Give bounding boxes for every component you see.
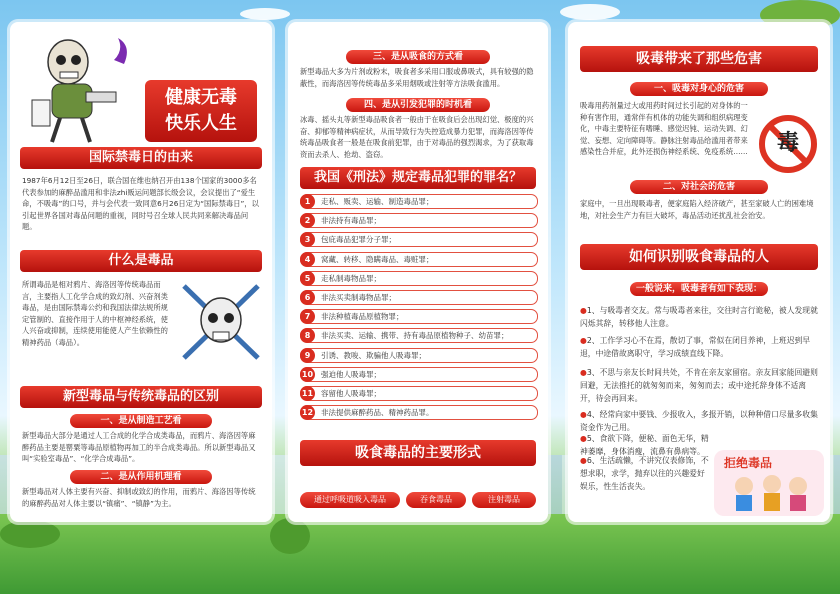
no-drug-sign-text: 毒 [776,131,799,156]
skeleton-smoker-illustration [24,30,136,146]
left-panel [10,22,272,522]
identify-sign-item [580,408,818,434]
middle-panel [288,22,548,522]
bullet-dot-icon: ● [580,434,587,443]
identify-sign-text: 2、工作学习心不在焉，散切了事，常似在闭目养神，上班迟到早退，中途借故离职守，学习成绩直线下降。 [580,336,811,358]
identify-sign-item [580,366,818,405]
crime-number: 12 [300,405,315,420]
subtitle-manufacturing: 一、是从制造工艺看 [70,414,212,428]
subtitle-mechanism: 二、是从作用机理看 [70,470,212,484]
society-text: 家庭中，一旦出现吸毒者，便家庭陷入经济破产，甚至家破人亡的困难境地，对社会生产力有巨大破坏，毒品活动还扰乱社会治安。 [580,199,814,220]
mechanism-text: 新型毒品对人体主要有兴奋、抑制或致幻的作用，而鸦片、海洛因等传统的麻醉药品对人体主要以“镇痛”、“镇静”为主。 [22,487,256,508]
crime-label: 非法持有毒品罪； [321,216,381,226]
body-mind-text: 吸毒用药剂量过大或用药时间过长引起的对身体的一种有害作用，通常伴有机体的功能失调和组织病理变化，中毒主要特征有嗜睡、感觉迟钝、运动失调、幻觉、妄想、定向障碍等。静脉注射毒品给滥用者带来感染性合并症，此外还损伤神经系统、免疫系统…… [580,101,748,156]
crime-number: 4 [300,252,315,267]
identify-sign-text: 3、不思与亲友长时间共处，不肯在亲友家留宿。亲友回家能回避则回避，无法推托的就匆匆而来，匆匆而去；或中途托辞身体不适离开，待会再回来。 [580,368,818,403]
no-drug-sign-icon [758,114,818,174]
method-text: 新型毒品大多为片剂或粉末，吸食者多采用口服或鼻吸式，具有较强的隐蔽性，而海洛因等传统毒品多采用烟吸或注射等方法吸食滥用。 [300,67,534,88]
tree [270,518,310,554]
section-title-identify: 如何识别吸食毒品的人 [580,244,818,270]
kids-anti-drug-sticker [714,450,824,516]
section-title-hazards: 吸毒带来了那些危害 [580,46,818,72]
sticker-text: 拒绝毒品 [724,456,773,470]
tree [0,520,60,548]
crime-label: 强迫他人吸毒罪； [321,369,381,379]
poster-title-line-1: 健康无毒 [165,87,237,108]
bullet-dot-icon: ● [580,456,587,465]
crime-item [300,290,538,305]
identify-intro-pill: 一般说来，吸毒者有如下表现： [630,282,768,296]
origin-text: 1987年6月12日至26日，联合国在维也纳召开由138个国家的3000多名代表参加的麻醉品滥用和非法zhi贩运问题部长级会议，会议提出了“爱生命，不吸毒”的口号，并与会代表一致同意6月26日定为“国际禁毒日”，以引起世界各国对毒品问题的重视，同时号召全球人民共同来解决毒品问题。 [22,176,259,231]
crime-label: 容留他人吸毒罪； [321,389,381,398]
crime-item [300,194,538,209]
crime-item [300,386,538,401]
what-is-drug-text: 所谓毒品是相对鸦片、海洛因等传统毒品而言，主要指人工化学合成的致幻剂、兴奋剂类毒品，是由国际禁毒公约和我国法律法规所规定管制的、直接作用于人的中枢神经系统，使人兴奋或抑制，连续使用能使人产生依赖性的精神药品（毒品）。 [22,280,168,347]
crime-label: 非法买卖制毒物品罪； [321,293,396,302]
crime-timing-text: 冰毒、摇头丸等新型毒品吸食者一般由于在吸食后会出现幻觉、极度的兴奋、抑郁等精神病症状，从而导致行为失控造成暴力犯罪，而海洛因等传统毒品吸食者一般是在吸食前犯罪，由于对毒品的强烈渴求，为了获取毒资而去杀人、抢劫、盗窃。 [300,115,534,159]
crime-number: 1 [300,194,315,209]
section-title-crimes: 我国《刑法》规定毒品犯罪的罪名？ [300,167,536,189]
form-inhale: 通过呼吸道吸入毒品 [300,492,400,508]
identify-sign-text: 4、经常向家中要钱、少报收入，多报开销，以种种借口尽量多收集资金作为己用。 [580,410,818,432]
crime-label: 非法种植毒品原植物罪； [321,312,404,322]
subtitle-crime-timing: 四、是从引发犯罪的时机看 [346,98,490,112]
crime-item [300,405,538,420]
crime-label: 引诱、教唆、欺骗他人吸毒罪； [321,350,426,360]
skull-syringes-illustration [178,280,264,366]
crime-number: 11 [300,386,315,401]
section-title-forms: 吸食毒品的主要形式 [300,440,536,466]
right-panel [568,22,830,522]
crime-item [300,271,538,286]
crime-number: 3 [300,232,315,247]
crime-item [300,309,538,324]
identify-sign-item [580,454,710,493]
identify-sign-text: 6、生活疏懒，不讲究仪表修饰，不想求职，求学，抛弃以往的兴趣爱好娱乐，性生活丧失。 [580,456,709,491]
identify-sign-item [580,334,818,360]
subtitle-society: 二、对社会的危害 [630,180,768,194]
crime-label: 走私制毒物品罪； [321,273,381,283]
bullet-dot-icon: ● [580,306,587,315]
crime-item [300,328,538,343]
crime-label: 非法提供麻醉药品、精神药品罪。 [321,408,434,418]
cloud [240,8,290,20]
crime-label: 包庇毒品犯罪分子罪； [321,235,396,245]
crime-item [300,252,538,267]
identify-sign-text: 5、食欲下降，便秘、面色无华，精神萎靡，身体消瘦，流鼻有鼻病等。 [580,434,709,456]
crime-label: 走私、贩卖、运输、制造毒品罪； [321,197,434,206]
crime-label: 窝藏、转移、隐瞒毒品、毒赃罪； [321,254,434,264]
bullet-dot-icon: ● [580,336,587,345]
section-title-difference: 新型毒品与传统毒品的区别 [20,386,262,408]
bullet-dot-icon: ● [580,410,587,419]
crime-item [300,348,538,363]
crime-number: 7 [300,309,315,324]
form-inject: 注射毒品 [472,492,536,508]
crime-label: 非法买卖、运输、携带、持有毒品原植物种子、幼苗罪； [321,331,509,341]
crime-item [300,213,538,228]
crime-item [300,232,538,247]
cloud [560,4,620,20]
identify-sign-text: 1、与吸毒者交友。常与吸毒者来往，交往时言行诡秘，被人发现就闪烁其辞，转移他人注意。 [580,306,818,328]
poster-title-line-2: 快乐人生 [165,113,237,134]
crime-number: 6 [300,290,315,305]
section-title-origin: 国际禁毒日的由来 [20,147,262,169]
section-title-what-is-drug: 什么是毒品 [20,250,262,272]
poster-title [145,80,257,142]
bullet-dot-icon: ● [580,368,587,377]
crime-number: 10 [300,367,315,382]
form-swallow: 吞食毒品 [406,492,466,508]
crime-item [300,367,538,382]
subtitle-method: 三、是从吸食的方式看 [346,50,490,64]
identify-sign-item [580,304,818,330]
manufacturing-text: 新型毒品大部分是通过人工合成的化学合成类毒品，而鸦片、海洛因等麻醉药品主要是罂粟等毒品原植物再加工的半合成类毒品。所以新型毒品又叫“实验室毒品”、“化学合成毒品”。 [22,431,256,463]
crime-number: 9 [300,348,315,363]
crime-number: 2 [300,213,315,228]
crime-number: 8 [300,328,315,343]
grass-field [0,514,840,594]
crime-number: 5 [300,271,315,286]
subtitle-body-mind: 一、吸毒对身心的危害 [630,82,768,96]
